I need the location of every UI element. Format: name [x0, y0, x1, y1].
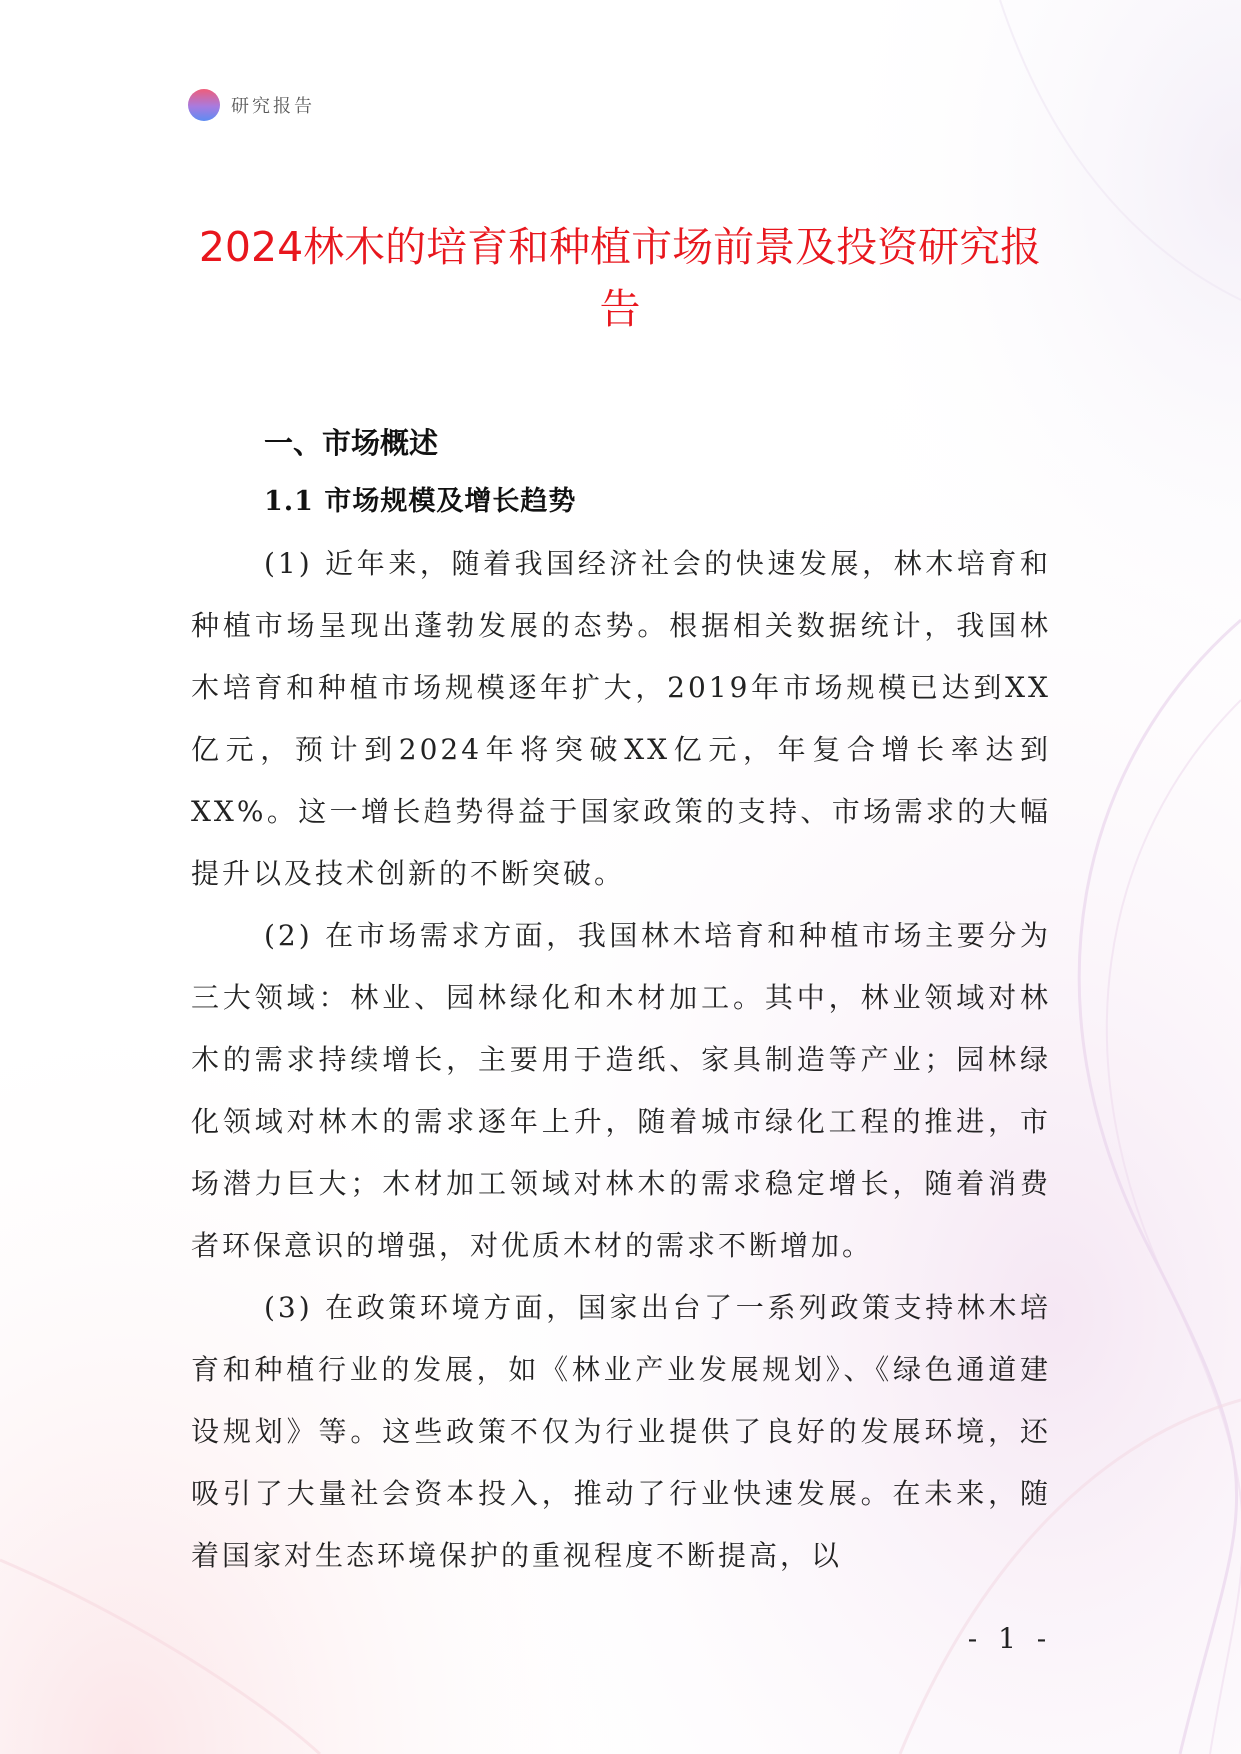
- paragraph-3: (3) 在政策环境方面，国家出台了一系列政策支持林木培育和种植行业的发展，如《林业产业发展规划》、《绿色通道建设规划》等。这些政策不仅为行业提供了良好的发展环境，还吸引了大量社会资本投入，推动了行业快速发展。在未来，随着国家对生态环境保护的重视程度不断提高，以: [191, 1291, 1051, 1572]
- section-heading: 一、市场概述: [264, 426, 439, 460]
- header: [188, 88, 315, 122]
- paragraph-2: (2) 在市场需求方面，我国林木培育和种植市场主要分为三大领域：林业、园林绿化和木材加工。其中，林业领域对林木的需求持续增长，主要用于造纸、家具制造等产业；园林绿化领域对林木的需求逐年上升，随着城市绿化工程的推进，市场潜力巨大；木材加工领域对林木的需求稳定增长，随着消费者环保意识的增强，对优质木材的需求不断增加。: [191, 919, 1051, 1262]
- paragraph-1: (1) 近年来，随着我国经济社会的快速发展，林木培育和种植市场呈现出蓬勃发展的态势。根据相关数据统计，我国林木培育和种植市场规模逐年扩大，2019年市场规模已达到XX亿元，预计到2024年将突破XX亿元，年复合增长率达到XX%。这一增长趋势得益于国家政策的支持、市场需求的大幅提升以及技术创新的不断突破。: [191, 547, 1051, 890]
- header-label: 研究报告: [231, 96, 315, 117]
- logo-circle-icon: [188, 89, 220, 121]
- document-body: [191, 415, 1051, 1587]
- document-title: 2024林木的培育和种植市场前景及投资研究报告: [198, 223, 1042, 333]
- subsection-heading: 1.1 市场规模及增长趋势: [264, 486, 577, 517]
- page-number: - 1 -: [967, 1622, 1053, 1655]
